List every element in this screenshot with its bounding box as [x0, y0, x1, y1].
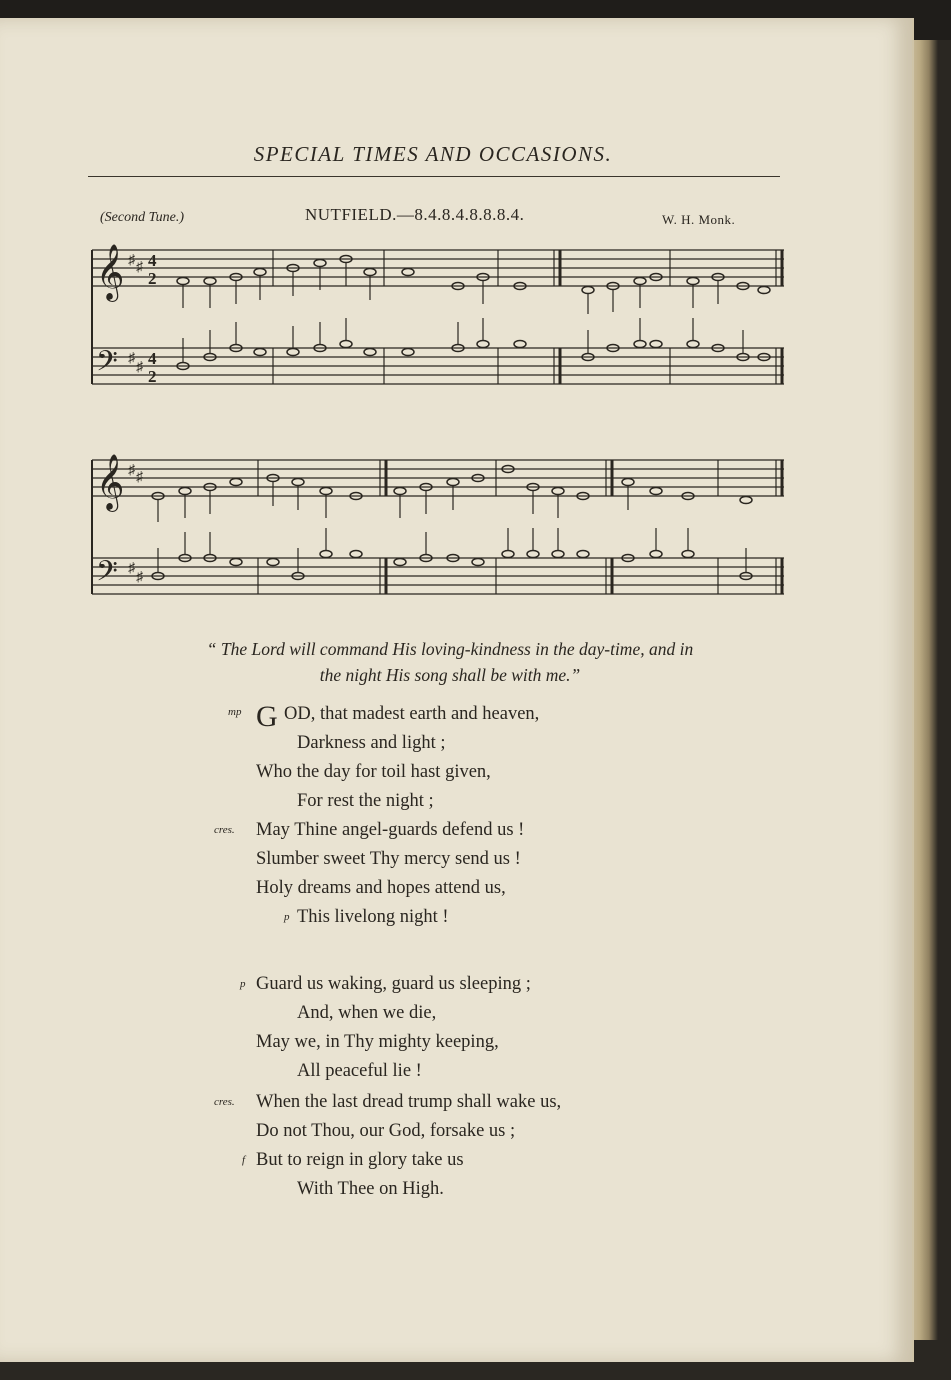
svg-text:♯: ♯	[136, 470, 143, 485]
dynamic-cres-2: cres.	[214, 1096, 235, 1108]
svg-text:𝄞: 𝄞	[96, 244, 125, 300]
music-system-2	[88, 450, 788, 630]
svg-text:♯: ♯	[128, 463, 135, 478]
svg-text:♯: ♯	[128, 351, 135, 366]
verse-2-line-4: All peaceful lie !	[297, 1061, 422, 1081]
verse-2-line-8: With Thee on High.	[297, 1179, 444, 1199]
second-tune-label: (Second Tune.)	[100, 210, 184, 225]
svg-text:𝄢: 𝄢	[96, 345, 118, 385]
verse-1-line-8: This livelong night !	[297, 907, 449, 927]
epigraph-line-2: the night His song shall be with me.”	[319, 665, 581, 685]
dynamic-cres-1: cres.	[214, 824, 235, 836]
verse-2-line-6: Do not Thou, our God, forsake us ;	[256, 1121, 516, 1141]
verse-1-line-6: Slumber sweet Thy mercy send us !	[256, 849, 521, 869]
verse-1-line-3: Who the day for toil hast given,	[256, 762, 491, 782]
verse-2-line-5: When the last dread trump shall wake us,	[256, 1092, 562, 1112]
verse-2-line-1: Guard us waking, guard us sleeping ;	[256, 974, 531, 994]
svg-text:2: 2	[148, 367, 157, 386]
svg-text:♯: ♯	[128, 561, 135, 576]
score-staves-2	[88, 450, 788, 630]
verse-1-line-2: Darkness and light ;	[297, 733, 446, 753]
svg-text:4: 4	[148, 349, 157, 368]
composer-name: W. H. Monk.	[662, 212, 736, 227]
page-header: SPECIAL TIMES AND OCCASIONS.	[253, 142, 613, 166]
epigraph-line-1: “ The Lord will command His loving-kindness in the day-time, and in	[206, 639, 694, 659]
svg-text:4: 4	[148, 251, 157, 270]
svg-text:♯: ♯	[136, 260, 143, 275]
svg-text:♯: ♯	[128, 253, 135, 268]
svg-text:𝄢: 𝄢	[96, 555, 118, 595]
dynamic-f: f	[242, 1154, 246, 1166]
svg-text:♯: ♯	[136, 360, 143, 375]
svg-text:2: 2	[148, 269, 157, 288]
svg-text:𝄞: 𝄞	[96, 454, 125, 510]
score-staves-1	[88, 240, 788, 410]
verse-1-line-5: May Thine angel-guards defend us !	[256, 820, 525, 840]
verse-1-line-1: OD, that madest earth and heaven,	[284, 704, 540, 724]
drop-cap: G	[256, 700, 278, 733]
tune-name-meter: NUTFIELD.—8.4.8.4.8.8.8.4.	[305, 205, 525, 224]
verse-1-line-7: Holy dreams and hopes attend us,	[256, 878, 506, 898]
dynamic-p-2: p	[240, 978, 246, 990]
verse-2-line-3: May we, in Thy mighty keeping,	[256, 1032, 499, 1052]
verse-1-line-4: For rest the night ;	[297, 791, 434, 811]
header-rule	[88, 176, 780, 177]
verse-2-line-7: But to reign in glory take us	[256, 1150, 464, 1170]
dynamic-p-1: p	[284, 911, 290, 923]
epigraph	[100, 636, 800, 688]
dynamic-mp: mp	[228, 706, 242, 718]
music-system-1	[88, 240, 788, 410]
verse-2-line-2: And, when we die,	[297, 1003, 437, 1023]
svg-text:♯: ♯	[136, 570, 143, 585]
